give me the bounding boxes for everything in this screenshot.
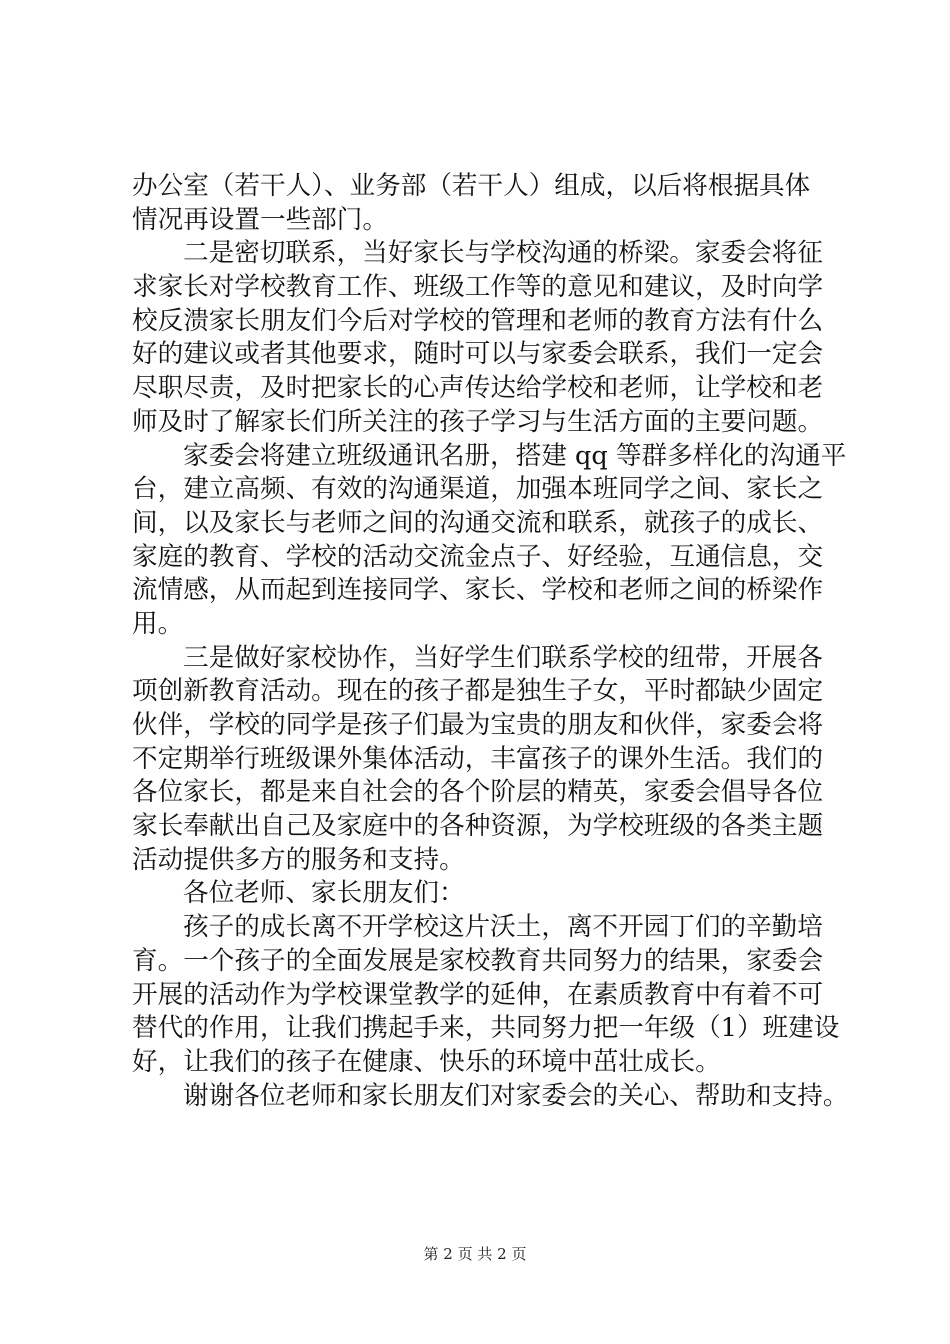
text-line: 开展的活动作为学校课堂教学的延伸，在素质教育中有着不可 xyxy=(132,979,824,1010)
text-line: 家庭的教育、学校的活动交流金点子、好经验，互通信息，交 xyxy=(132,541,824,572)
text-line: 项创新教育活动。现在的孩子都是独生子女，平时都缺少固定 xyxy=(132,676,824,707)
page-number-footer: 第 2 页 共 2 页 xyxy=(423,1245,527,1263)
text-line: 替代的作用，让我们携起手来，共同努力把一年级（1）班建设 xyxy=(132,1013,840,1044)
text-line: 尽职尽责，及时把家长的心声传达给学校和老师，让学校和老 xyxy=(132,373,824,404)
text-line: 流情感，从而起到连接同学、家长、学校和老师之间的桥梁作 xyxy=(132,575,824,606)
paragraph-start: 二是密切联系，当好家长与学校沟通的桥梁。家委会将征 xyxy=(183,238,823,269)
text-line: 师及时了解家长们所关注的孩子学习与生活方面的主要问题。 xyxy=(132,406,824,437)
text-line: 台，建立高频、有效的沟通渠道，加强本班同学之间、家长之 xyxy=(132,474,824,505)
salutation: 各位老师、家长朋友们： xyxy=(183,878,465,909)
text-line: 用。 xyxy=(132,608,184,639)
text-line: 活动提供多方的服务和支持。 xyxy=(132,844,465,875)
paragraph-start: 家委会将建立班级通讯名册，搭建 qq 等群多样化的沟通平 xyxy=(183,440,847,471)
text-line: 好的建议或者其他要求，随时可以与家委会联系，我们一定会 xyxy=(132,339,824,370)
text-line: 间，以及家长与老师之间的沟通交流和联系，就孩子的成长、 xyxy=(132,507,824,538)
text-line: 家长奉献出自己及家庭中的各种资源，为学校班级的各类主题 xyxy=(132,811,824,842)
closing-line: 谢谢各位老师和家长朋友们对家委会的关心、帮助和支持。 xyxy=(183,1080,849,1111)
text-line: 育。一个孩子的全面发展是家校教育共同努力的结果，家委会 xyxy=(132,945,824,976)
text-line: 情况再设置一些部门。 xyxy=(132,204,388,235)
text-line: 不定期举行班级课外集体活动，丰富孩子的课外生活。我们的 xyxy=(132,743,824,774)
text-line: 求家长对学校教育工作、班级工作等的意见和建议，及时向学 xyxy=(132,272,824,303)
body-text xyxy=(132,170,852,1113)
text-line: 校反溃家长朋友们今后对学校的管理和老师的教育方法有什么 xyxy=(132,305,824,336)
paragraph-start: 三是做好家校协作，当好学生们联系学校的纽带，开展各 xyxy=(183,642,823,673)
text-line: 各位家长，都是来自社会的各个阶层的精英，家委会倡导各位 xyxy=(132,777,824,808)
text-line: 好，让我们的孩子在健康、快乐的环境中茁壮成长。 xyxy=(132,1046,721,1077)
text-line: 办公室（若干人）、业务部（若干人）组成，以后将根据具体 xyxy=(132,171,811,201)
paragraph-start: 孩子的成长离不开学校这片沃土，离不开园丁们的辛勤培 xyxy=(183,912,823,943)
text-line: 伙伴，学校的同学是孩子们最为宝贵的朋友和伙伴，家委会将 xyxy=(132,710,824,740)
